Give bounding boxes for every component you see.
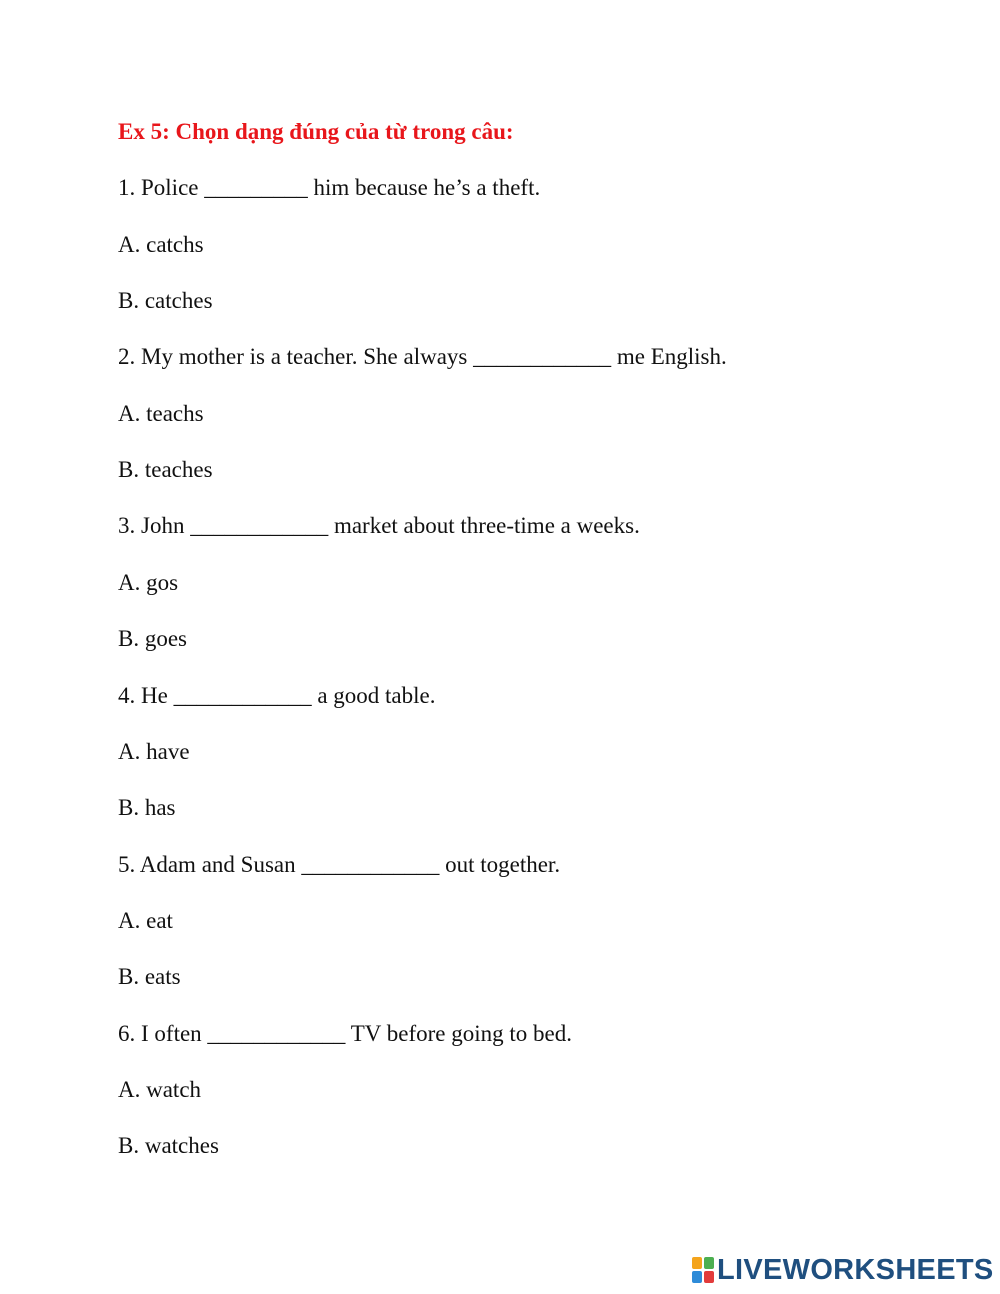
question-3-option-b: B. goes xyxy=(118,626,187,651)
exercise-title: Ex 5: Chọn dạng đúng của từ trong câu: xyxy=(118,119,514,144)
liveworksheets-logo xyxy=(692,1254,994,1286)
question-5-option-a: A. eat xyxy=(118,908,173,933)
question-2-option-a: A. teachs xyxy=(118,401,204,426)
logo-square-blue xyxy=(692,1271,702,1283)
question-5-stem: 5. Adam and Susan ____________ out together. xyxy=(118,852,561,877)
question-3-stem: 3. John ____________ market about three-time a weeks. xyxy=(118,513,640,538)
logo-text: LIVEWORKSHEETS xyxy=(717,1254,994,1286)
question-2-option-b: B. teaches xyxy=(118,457,213,482)
logo-square-red xyxy=(704,1271,714,1283)
logo-square-orange xyxy=(692,1257,702,1269)
question-4-option-b: B. has xyxy=(118,795,176,820)
question-6-option-a: A. watch xyxy=(118,1077,202,1102)
question-5-option-b: B. eats xyxy=(118,964,181,989)
liveworksheets-logo-icon xyxy=(692,1257,714,1283)
logo-square-green xyxy=(704,1257,714,1269)
question-2-stem: 2. My mother is a teacher. She always ____________ me English. xyxy=(118,344,727,369)
question-4-stem: 4. He ____________ a good table. xyxy=(118,683,436,708)
question-1-option-b: B. catches xyxy=(118,288,213,313)
question-1-option-a: A. catchs xyxy=(118,232,204,257)
question-3-option-a: A. gos xyxy=(118,570,179,595)
question-6-stem: 6. I often ____________ TV before going to bed. xyxy=(118,1021,572,1046)
question-6-option-b: B. watches xyxy=(118,1133,219,1158)
worksheet-page xyxy=(118,0,958,1200)
question-1-stem: 1. Police _________ him because he’s a theft. xyxy=(118,175,541,200)
question-4-option-a: A. have xyxy=(118,739,190,764)
